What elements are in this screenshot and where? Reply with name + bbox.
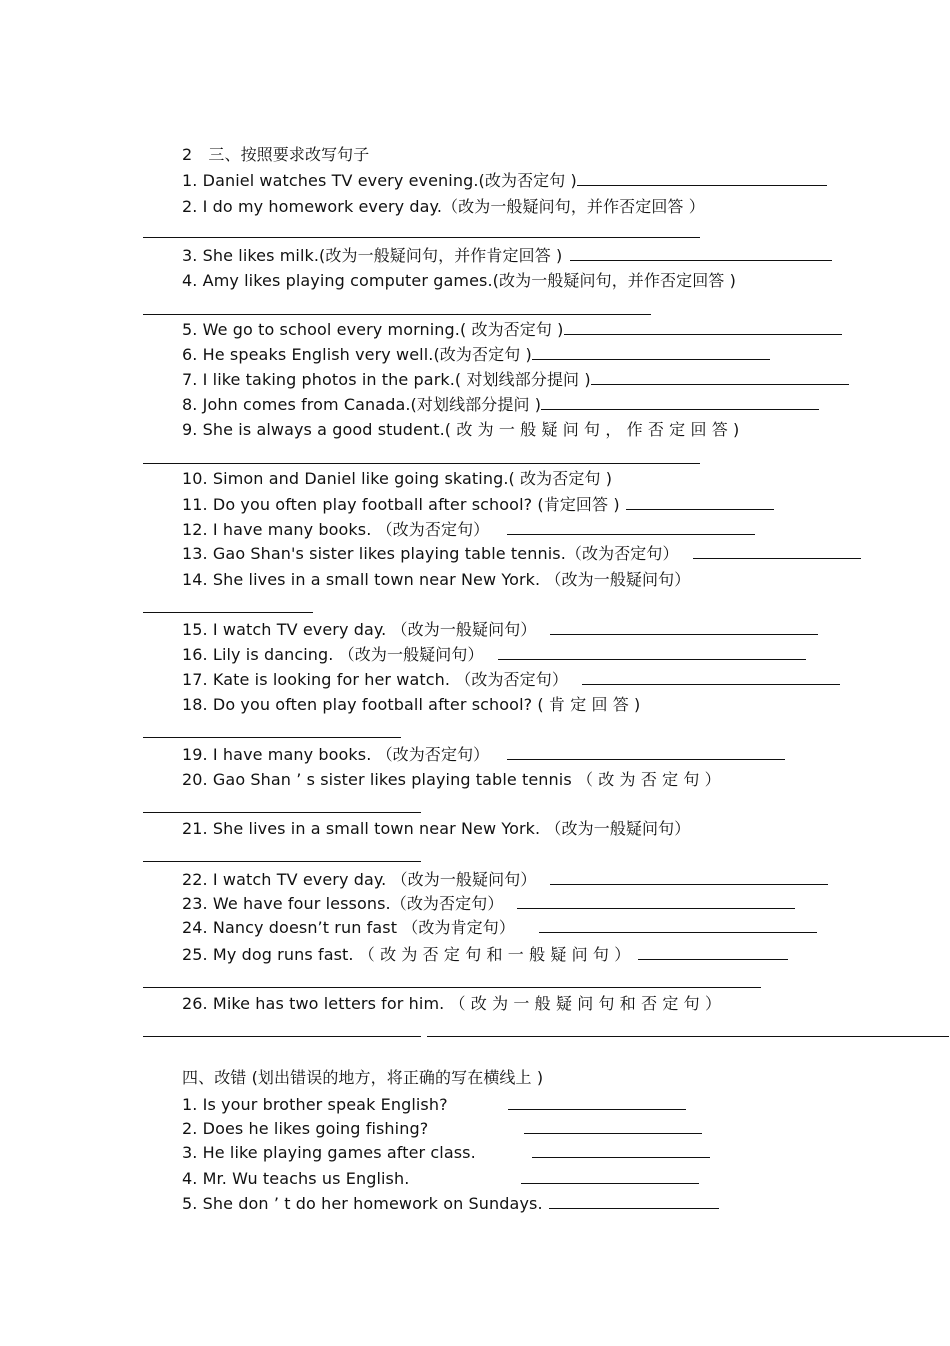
- item-text: 6. He speaks English very well.(改为否定句 ): [182, 345, 532, 364]
- item-text: 3. She likes milk.(改为一般疑问句，并作肯定回答 ): [182, 246, 563, 265]
- exercise-item-13: [182, 543, 861, 565]
- item-text: 20. Gao Shan ’ s sister likes playing table tennis （ 改 为 否 定 句 ）: [182, 770, 721, 789]
- exercise-item-1: [182, 170, 827, 192]
- answer-blank[interactable]: [550, 620, 818, 635]
- answer-line[interactable]: [143, 463, 700, 464]
- item-text: 2. Does he likes going fishing?: [182, 1119, 429, 1138]
- correction-item-5: [182, 1193, 719, 1215]
- answer-blank[interactable]: [539, 918, 817, 933]
- correction-item-2: [182, 1118, 702, 1140]
- exercise-item-12: [182, 519, 755, 541]
- item-text: 4. Amy likes playing computer games.(改为一般疑问句，并作否定回答 ): [182, 271, 736, 290]
- exercise-item-14: [182, 569, 690, 591]
- answer-blank[interactable]: [524, 1119, 702, 1134]
- exercise-item-26: [182, 993, 721, 1015]
- item-text: 13. Gao Shan's sister likes playing table tennis.（改为否定句）: [182, 544, 679, 563]
- item-text: 8. John comes from Canada.(对划线部分提问 ): [182, 395, 542, 414]
- exercise-item-24: [182, 917, 817, 939]
- answer-blank[interactable]: [549, 1194, 719, 1209]
- item-text: 9. She is always a good student.( 改 为 一 般 疑 问 句 ， 作 否 定 回 答 ): [182, 420, 740, 439]
- correction-item-1: [182, 1094, 686, 1116]
- exercise-item-3: [182, 245, 832, 267]
- answer-line[interactable]: [143, 987, 761, 988]
- exercise-item-4: [182, 270, 736, 292]
- exercise-item-11: [182, 494, 774, 516]
- exercise-item-25: [182, 944, 788, 966]
- answer-blank[interactable]: [591, 370, 849, 385]
- answer-line[interactable]: [143, 737, 401, 738]
- answer-blank[interactable]: [564, 320, 842, 335]
- item-text: 11. Do you often play football after school? (肯定回答 ): [182, 495, 620, 514]
- answer-blank[interactable]: [508, 1095, 686, 1110]
- item-text: 18. Do you often play football after school? ( 肯 定 回 答 ): [182, 695, 641, 714]
- exercise-item-5: [182, 319, 842, 341]
- exercise-item-7: [182, 369, 849, 391]
- exercise-item-22: [182, 869, 828, 891]
- answer-line[interactable]: [143, 861, 421, 862]
- item-text: 23. We have four lessons.（改为否定句）: [182, 894, 504, 913]
- item-text: 2. I do my homework every day.（改为一般疑问句，并作否定回答 ）: [182, 197, 705, 216]
- item-text: 1. Is your brother speak English?: [182, 1095, 448, 1114]
- exercise-item-17: [182, 669, 840, 691]
- answer-blank[interactable]: [498, 645, 806, 660]
- item-text: 4. Mr. Wu teachs us English.: [182, 1169, 410, 1188]
- item-text: 25. My dog runs fast. （ 改 为 否 定 句 和 一 般 疑 问 句 ）: [182, 945, 631, 964]
- exercise-item-6: [182, 344, 770, 366]
- answer-line[interactable]: [143, 812, 421, 813]
- correction-item-3: [182, 1142, 710, 1164]
- exercise-item-18: [182, 694, 640, 716]
- correction-item-4: [182, 1168, 699, 1190]
- exercise-item-20: [182, 769, 721, 791]
- item-text: 12. I have many books. （改为否定句）: [182, 520, 490, 539]
- answer-blank[interactable]: [638, 945, 788, 960]
- exercise-item-2: [182, 196, 705, 218]
- answer-line[interactable]: [143, 612, 313, 613]
- answer-blank[interactable]: [517, 894, 795, 909]
- item-text: 19. I have many books. （改为否定句）: [182, 745, 490, 764]
- item-text: 16. Lily is dancing. （改为一般疑问句）: [182, 645, 484, 664]
- exercise-item-8: [182, 394, 819, 416]
- exercise-item-23: [182, 893, 795, 915]
- answer-blank[interactable]: [532, 1143, 710, 1158]
- answer-blank[interactable]: [570, 246, 832, 261]
- exercise-item-21: [182, 818, 690, 840]
- section-3-title: 2 三、按照要求改写句子: [182, 145, 370, 164]
- item-text: 5. We go to school every morning.( 改为否定句 ): [182, 320, 564, 339]
- section-4-title: 四、改错 (划出错误的地方，将正确的写在横线上 ): [182, 1068, 544, 1087]
- answer-blank[interactable]: [550, 870, 828, 885]
- answer-blank[interactable]: [532, 345, 770, 360]
- exercise-item-9: [182, 419, 739, 441]
- answer-line[interactable]: [143, 314, 651, 315]
- item-text: 15. I watch TV every day. （改为一般疑问句）: [182, 620, 537, 639]
- item-text: 21. She lives in a small town near New York. （改为一般疑问句）: [182, 819, 691, 838]
- answer-line[interactable]: [143, 1036, 421, 1037]
- exercise-item-19: [182, 744, 785, 766]
- exercise-item-15: [182, 619, 818, 641]
- answer-blank[interactable]: [582, 670, 840, 685]
- item-text: 3. He like playing games after class.: [182, 1143, 476, 1162]
- answer-blank[interactable]: [507, 745, 785, 760]
- item-text: 10. Simon and Daniel like going skating.( 改为否定句 ): [182, 469, 613, 488]
- item-text: 5. She don ’ t do her homework on Sundays.: [182, 1194, 543, 1213]
- answer-line[interactable]: [143, 237, 700, 238]
- item-text: 22. I watch TV every day. （改为一般疑问句）: [182, 870, 537, 889]
- exercise-item-10: [182, 468, 612, 490]
- answer-blank[interactable]: [541, 395, 819, 410]
- item-text: 26. Mike has two letters for him. （ 改 为 一 般 疑 问 句 和 否 定 句 ）: [182, 994, 722, 1013]
- item-text: 7. I like taking photos in the park.( 对划线部分提问 ): [182, 370, 591, 389]
- item-text: 14. She lives in a small town near New York. （改为一般疑问句）: [182, 570, 691, 589]
- exercise-item-16: [182, 644, 806, 666]
- item-text: 1. Daniel watches TV every evening.(改为否定句 ): [182, 171, 577, 190]
- answer-blank[interactable]: [693, 544, 861, 559]
- item-text: 17. Kate is looking for her watch. （改为否定句）: [182, 670, 568, 689]
- answer-blank[interactable]: [507, 520, 755, 535]
- answer-blank[interactable]: [521, 1169, 699, 1184]
- item-text: 24. Nancy doesn’t run fast （改为肯定句）: [182, 918, 515, 937]
- answer-blank[interactable]: [626, 495, 774, 510]
- answer-blank[interactable]: [577, 171, 827, 186]
- answer-line[interactable]: [427, 1036, 949, 1037]
